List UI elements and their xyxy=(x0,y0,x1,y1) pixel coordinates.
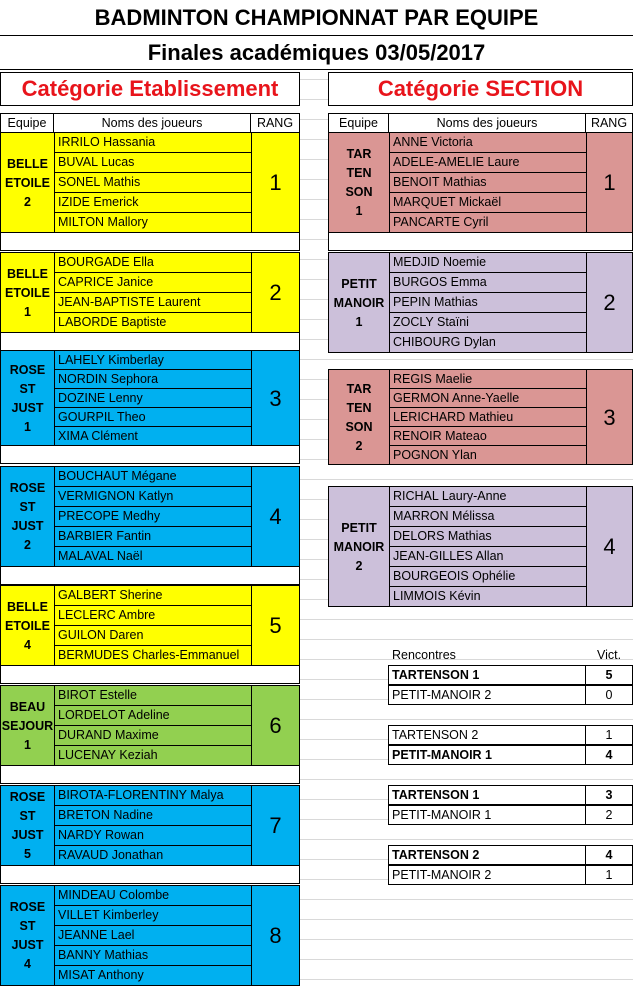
player-name: GALBERT Sherine xyxy=(55,586,252,606)
match-row xyxy=(388,725,633,745)
left-col-rang: RANG xyxy=(250,113,300,133)
rencontres-label: Rencontres xyxy=(392,648,456,662)
team-name-part: 2 xyxy=(24,194,31,209)
team-name-part: ETOILE xyxy=(5,618,50,633)
spacer-row xyxy=(0,333,300,351)
team-name-part: 2 xyxy=(24,538,31,552)
left-team-block xyxy=(0,685,300,766)
team-name-part: JUST xyxy=(11,938,44,952)
match-row xyxy=(388,805,633,825)
match-victories: 1 xyxy=(585,726,632,744)
player-name: LORDELOT Adeline xyxy=(55,706,252,726)
player-name: BOUCHAUT Mégane xyxy=(55,467,252,487)
player-name: BIROTA-FLORENTINY Malya xyxy=(55,786,252,806)
team-rank: 3 xyxy=(269,385,282,411)
player-name: PRECOPE Medhy xyxy=(55,507,252,527)
right-team-name xyxy=(329,253,390,353)
right-team-block xyxy=(328,252,633,353)
team-name-part: MANOIR xyxy=(333,295,385,310)
left-team-block xyxy=(0,252,300,333)
player-name: MEDJID Noemie xyxy=(390,253,587,273)
left-team-name xyxy=(1,786,55,866)
spacer-row xyxy=(328,233,633,251)
player-name: GUILON Daren xyxy=(55,626,252,646)
team-name-part: 2 xyxy=(355,558,363,573)
team-name-part: 1 xyxy=(355,204,363,218)
match-victories: 1 xyxy=(585,866,632,884)
player-name: ZOCLY Staïni xyxy=(390,313,587,333)
match-team: PETIT-MANOIR 2 xyxy=(392,688,492,702)
player-name: JEANNE Lael xyxy=(55,926,252,946)
player-name: BIROT Estelle xyxy=(55,686,252,706)
team-name-part: 5 xyxy=(24,847,31,861)
player-name: JEAN-GILLES Allan xyxy=(390,547,587,567)
team-rank: 2 xyxy=(603,290,616,315)
team-name-part: TEN xyxy=(346,166,372,180)
spacer-row xyxy=(0,567,300,585)
spacer-row xyxy=(0,766,300,784)
left-team-name xyxy=(1,886,55,986)
left-team-name xyxy=(1,686,55,766)
match-victories: 0 xyxy=(585,686,632,704)
left-col-noms: Noms des joueurs xyxy=(53,113,251,133)
player-name: LAHELY Kimberlay xyxy=(55,351,252,370)
match-victories: 2 xyxy=(585,806,632,824)
team-name-part: ST xyxy=(19,919,36,933)
right-col-noms: Noms des joueurs xyxy=(388,113,586,133)
player-name: RAVAUD Jonathan xyxy=(55,846,252,866)
player-name: GOURPIL Theo xyxy=(55,408,252,427)
right-team-block xyxy=(328,486,633,607)
team-rank: 4 xyxy=(603,534,616,559)
team-name-part: 1 xyxy=(355,314,363,329)
right-col-equipe: Equipe xyxy=(328,113,389,133)
player-name: BARBIER Fantin xyxy=(55,527,252,547)
match-victories: 3 xyxy=(585,786,632,804)
player-name: MILTON Mallory xyxy=(55,213,252,233)
match-row xyxy=(388,745,633,765)
left-team-block xyxy=(0,885,300,986)
left-team-block xyxy=(0,350,300,446)
player-name: BENOIT Mathias xyxy=(390,173,587,193)
player-name: VILLET Kimberley xyxy=(55,906,252,926)
team-rank: 7 xyxy=(269,813,282,838)
team-name-part: ST xyxy=(19,381,36,396)
player-name: BURGOS Emma xyxy=(390,273,587,293)
team-rank: 3 xyxy=(603,404,616,430)
team-name-part: 2 xyxy=(355,438,363,453)
vict-label: Vict. xyxy=(596,648,622,662)
player-name: RICHAL Laury-Anne xyxy=(390,487,587,507)
left-team-name xyxy=(1,133,55,233)
team-rank: 2 xyxy=(269,280,282,305)
player-name: MALAVAL Naël xyxy=(55,547,252,567)
team-name-part: BELLE xyxy=(7,156,48,171)
team-rank: 6 xyxy=(269,713,282,738)
match-team: TARTENSON 2 xyxy=(392,728,479,742)
left-team-name xyxy=(1,467,55,567)
page-subtitle: Finales académiques 03/05/2017 xyxy=(0,36,633,70)
team-rank: 5 xyxy=(269,613,282,638)
match-row xyxy=(388,665,633,685)
team-name-part: JUST xyxy=(11,400,44,415)
team-name-part: 1 xyxy=(24,737,31,752)
team-name-part: 4 xyxy=(24,957,31,971)
team-name-part: SON xyxy=(345,185,373,199)
match-victories: 4 xyxy=(585,846,632,864)
left-team-block xyxy=(0,785,300,866)
player-name: POGNON Ylan xyxy=(390,446,587,465)
match-team: TARTENSON 1 xyxy=(392,788,480,802)
player-name: NARDY Rowan xyxy=(55,826,252,846)
player-name: BRETON Nadine xyxy=(55,806,252,826)
player-name: MINDEAU Colombe xyxy=(55,886,252,906)
player-name: ADELE-AMELIE Laure xyxy=(390,153,587,173)
team-name-part: SON xyxy=(345,419,373,434)
team-name-part: ETOILE xyxy=(5,285,50,300)
team-name-part: ROSE xyxy=(9,362,46,377)
match-victories: 5 xyxy=(585,666,632,684)
player-name: XIMA Clément xyxy=(55,427,252,446)
player-name: MARQUET Mickaël xyxy=(390,193,587,213)
team-name-part: 1 xyxy=(24,419,31,434)
spacer-row xyxy=(0,233,300,251)
left-team-name xyxy=(1,586,55,666)
right-team-name xyxy=(329,370,390,465)
left-team-name xyxy=(1,351,55,446)
player-name: RENOIR Mateao xyxy=(390,427,587,446)
player-name: DELORS Mathias xyxy=(390,527,587,547)
team-name-part: BELLE xyxy=(7,599,48,614)
right-team-name xyxy=(329,133,390,233)
player-name: GERMON Anne-Yaelle xyxy=(390,389,587,408)
match-team: TARTENSON 1 xyxy=(392,668,480,682)
team-rank: 4 xyxy=(269,504,282,529)
team-name-part: MANOIR xyxy=(333,539,385,554)
player-name: LABORDE Baptiste xyxy=(55,313,252,333)
left-team-block xyxy=(0,585,300,666)
team-name-part: PETIT xyxy=(341,520,377,535)
player-name: CHIBOURG Dylan xyxy=(390,333,587,353)
team-name-part: ROSE xyxy=(9,481,46,495)
player-name: LERICHARD Mathieu xyxy=(390,408,587,427)
player-name: BUVAL Lucas xyxy=(55,153,252,173)
team-name-part: BEAU xyxy=(9,699,46,714)
team-name-part: TAR xyxy=(346,147,372,161)
match-row xyxy=(388,685,633,705)
player-name: BOURGEOIS Ophélie xyxy=(390,567,587,587)
spacer-row xyxy=(0,446,300,464)
left-team-block xyxy=(0,466,300,567)
player-name: LUCENAY Keziah xyxy=(55,746,252,766)
spacer-row xyxy=(0,666,300,684)
player-name: PANCARTE Cyril xyxy=(390,213,587,233)
match-team: PETIT-MANOIR 2 xyxy=(392,868,492,882)
player-name: IZIDE Emerick xyxy=(55,193,252,213)
player-name: CAPRICE Janice xyxy=(55,273,252,293)
right-category-heading: Catégorie SECTION xyxy=(328,72,633,106)
team-name-part: ROSE xyxy=(9,790,46,804)
player-name: SONEL Mathis xyxy=(55,173,252,193)
player-name: IRRILO Hassania xyxy=(55,133,252,153)
team-name-part: JUST xyxy=(11,828,44,842)
player-name: BOURGADE Ella xyxy=(55,253,252,273)
player-name: VERMIGNON Katlyn xyxy=(55,487,252,507)
player-name: ANNE Victoria xyxy=(390,133,587,153)
right-team-name xyxy=(329,487,390,607)
right-col-rang: RANG xyxy=(585,113,633,133)
player-name: MARRON Mélissa xyxy=(390,507,587,527)
match-row xyxy=(388,865,633,885)
match-victories: 4 xyxy=(585,746,632,764)
team-name-part: JUST xyxy=(11,519,44,533)
team-rank: 1 xyxy=(603,170,616,195)
left-team-block xyxy=(0,132,300,233)
player-name: MISAT Anthony xyxy=(55,966,252,986)
team-name-part: BELLE xyxy=(7,266,48,281)
left-col-equipe: Equipe xyxy=(0,113,54,133)
team-name-part: TAR xyxy=(346,381,372,396)
team-name-part: ST xyxy=(19,500,36,514)
player-name: BANNY Mathias xyxy=(55,946,252,966)
match-team: PETIT-MANOIR 1 xyxy=(392,808,492,822)
match-team: PETIT-MANOIR 1 xyxy=(392,748,493,762)
player-name: PEPIN Mathias xyxy=(390,293,587,313)
player-name: NORDIN Sephora xyxy=(55,370,252,389)
team-name-part: SEJOUR xyxy=(1,718,54,733)
player-name: REGIS Maelie xyxy=(390,370,587,389)
page-title: BADMINTON CHAMPIONNAT PAR EQUIPE xyxy=(0,0,633,36)
player-name: DURAND Maxime xyxy=(55,726,252,746)
match-team: TARTENSON 2 xyxy=(392,848,480,862)
team-name-part: ST xyxy=(19,809,36,823)
team-name-part: PETIT xyxy=(341,276,377,291)
team-name-part: ROSE xyxy=(9,900,46,914)
team-name-part: ETOILE xyxy=(5,175,50,190)
match-row xyxy=(388,785,633,805)
team-name-part: 1 xyxy=(24,304,31,319)
team-name-part: TEN xyxy=(346,400,372,415)
team-name-part: 4 xyxy=(24,637,31,652)
left-category-heading: Catégorie Etablissement xyxy=(0,72,300,106)
spacer-row xyxy=(0,866,300,884)
team-rank: 8 xyxy=(269,923,282,948)
player-name: JEAN-BAPTISTE Laurent xyxy=(55,293,252,313)
player-name: LIMMOIS Kévin xyxy=(390,587,587,607)
player-name: BERMUDES Charles-Emmanuel xyxy=(55,646,252,666)
right-team-block xyxy=(328,132,633,233)
left-team-name xyxy=(1,253,55,333)
team-rank: 1 xyxy=(269,170,282,195)
right-team-block xyxy=(328,369,633,465)
player-name: LECLERC Ambre xyxy=(55,606,252,626)
match-row xyxy=(388,845,633,865)
player-name: DOZINE Lenny xyxy=(55,389,252,408)
